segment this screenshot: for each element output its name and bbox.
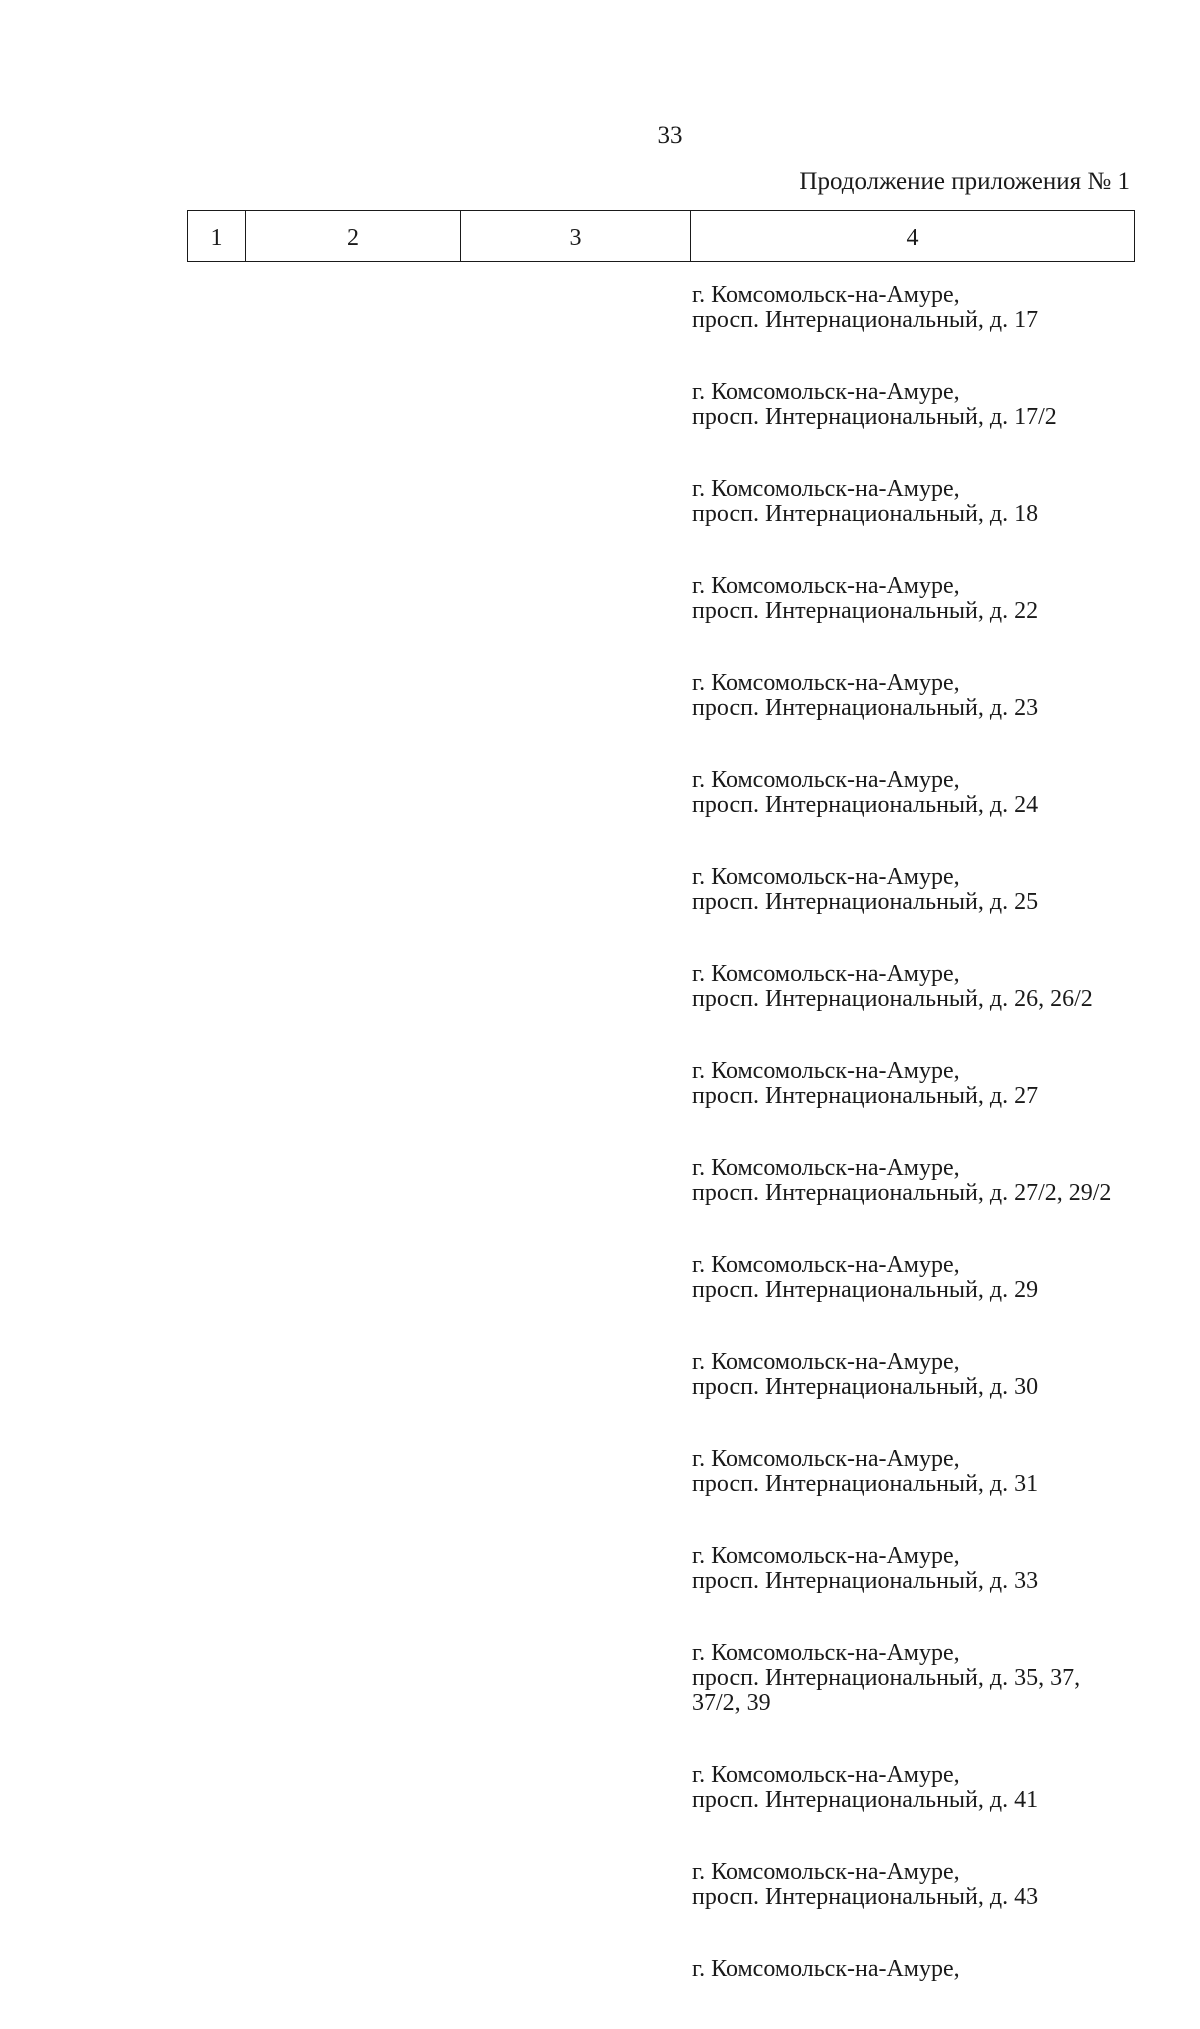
address-street-line: просп. Интернациональный, д. 24 [692, 792, 1039, 818]
address-city-line: г. Комсомольск-на-Амуре, [692, 767, 960, 793]
address-entry [692, 1860, 1132, 1910]
address-street-line: просп. Интернациональный, д. 41 [692, 1787, 1039, 1813]
column-header-1: 1 [188, 211, 246, 262]
address-entry [692, 574, 1132, 624]
address-city-line: г. Комсомольск-на-Амуре, [692, 1155, 960, 1181]
column-header-2: 2 [246, 211, 461, 262]
address-city-line: г. Комсомольск-на-Амуре, [692, 1762, 960, 1788]
address-list [692, 283, 1132, 2029]
address-street-line: просп. Интернациональный, д. 27 [692, 1083, 1039, 1109]
address-street-line: просп. Интернациональный, д. 26, 26/2 [692, 986, 1093, 1012]
address-entry [692, 768, 1132, 818]
address-street-line: просп. Интернациональный, д. 35, 37, [692, 1665, 1081, 1691]
address-entry [692, 671, 1132, 721]
address-entry [692, 283, 1132, 333]
page-number: 33 [657, 122, 683, 149]
address-entry [692, 1544, 1132, 1594]
address-street-line: просп. Интернациональный, д. 18 [692, 501, 1039, 527]
address-street-line: просп. Интернациональный, д. 33 [692, 1568, 1039, 1594]
address-city-line: г. Комсомольск-на-Амуре, [692, 379, 960, 405]
address-city-line: г. Комсомольск-на-Амуре, [692, 1252, 960, 1278]
address-entry [692, 380, 1132, 430]
address-city-line: г. Комсомольск-на-Амуре, [692, 864, 960, 890]
address-city-line: г. Комсомольск-на-Амуре, [692, 282, 960, 308]
address-street-line: просп. Интернациональный, д. 17/2 [692, 404, 1057, 430]
address-city-line: г. Комсомольск-на-Амуре, [692, 961, 960, 987]
address-city-line: г. Комсомольск-на-Амуре, [692, 476, 960, 502]
address-entry [692, 865, 1132, 915]
address-entry [692, 1763, 1132, 1813]
address-extra-line: 37/2, 39 [692, 1690, 771, 1716]
address-city-line: г. Комсомольск-на-Амуре, [692, 1640, 960, 1666]
address-street-line: просп. Интернациональный, д. 29 [692, 1277, 1039, 1303]
column-header-4: 4 [691, 211, 1135, 262]
address-city-line: г. Комсомольск-на-Амуре, [692, 1349, 960, 1375]
address-entry [692, 1156, 1132, 1206]
address-street-line: просп. Интернациональный, д. 30 [692, 1374, 1039, 1400]
address-entry [692, 1253, 1132, 1303]
address-entry [692, 477, 1132, 527]
address-city-line: г. Комсомольск-на-Амуре, [692, 1058, 960, 1084]
column-header-table [187, 210, 1135, 262]
address-entry [692, 1350, 1132, 1400]
address-street-line: просп. Интернациональный, д. 31 [692, 1471, 1039, 1497]
address-entry [692, 962, 1132, 1012]
address-street-line: просп. Интернациональный, д. 22 [692, 598, 1039, 624]
address-city-line: г. Комсомольск-на-Амуре, [692, 1859, 960, 1885]
address-entry [692, 1447, 1132, 1497]
column-header-row [188, 211, 1135, 262]
address-street-line: просп. Интернациональный, д. 43 [692, 1884, 1039, 1910]
address-street-line: просп. Интернациональный, д. 27/2, 29/2 [692, 1180, 1112, 1206]
address-entry [692, 1641, 1132, 1716]
address-entry [692, 1059, 1132, 1109]
column-header-3: 3 [461, 211, 691, 262]
address-city-line: г. Комсомольск-на-Амуре, [692, 573, 960, 599]
address-city-line: г. Комсомольск-на-Амуре, [692, 670, 960, 696]
address-street-line: просп. Интернациональный, д. 17 [692, 307, 1039, 333]
address-city-line: г. Комсомольск-на-Амуре, [692, 1956, 960, 1982]
address-street-line: просп. Интернациональный, д. 23 [692, 695, 1039, 721]
address-city-line: г. Комсомольск-на-Амуре, [692, 1543, 960, 1569]
address-entry [692, 1957, 1132, 1982]
address-street-line: просп. Интернациональный, д. 25 [692, 889, 1039, 915]
address-city-line: г. Комсомольск-на-Амуре, [692, 1446, 960, 1472]
appendix-continuation-note: Продолжение приложения № 1 [799, 168, 1130, 195]
